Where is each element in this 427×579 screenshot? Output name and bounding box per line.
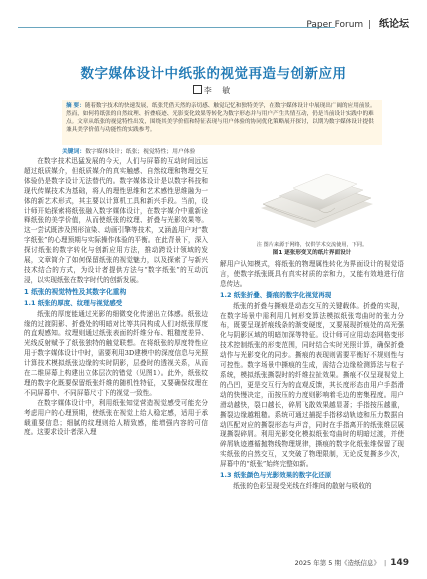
section-heading-1: 1 纸张的视觉特性及其数字化重构 [24,287,127,296]
footer-issue: 2025 年第 5 期《造纸信息》 [294,559,380,567]
figure-image [223,158,401,240]
figure-caption: 图1 逐张形变叉的纸片界面设计 [272,250,352,256]
header-label [306,17,409,33]
keywords-text: 数字媒体设计；纸张；视觉特性；用户体验 [85,149,196,155]
footer-separator: | [384,559,387,567]
header-journal-label: Paper Forum [306,20,364,30]
page-header [0,7,427,31]
keywords [62,148,382,156]
abstract-text: 随着数字技术的快速发展，纸张凭借天然的亲切感、触觉记忆和独特美学，在数字媒体设计中展现出广阔的应用前景。然而，如何将纸张的自然纹理、折叠痕迹、光影变化效果等转化为数字形态并与用户产生共情互动，仍是当前设计实践中的难点。文章从纸张的视觉特性出发，围绕其美学价值和特征表现与用户体验的协同优化策略展开探讨，以期为数字媒体设计提供兼具美学价值与功能性的实践参考。 [66,103,376,133]
body-paragraph: 纸张的折叠与撕痕是动态交互的关键载体。折叠的实现，在数字场景中需利用几何形变算法模拟纸张弯曲时的张力分布，既要呈现折痕线条的渐变硬度，又要展现折痕处的高光强化与阴影区域的明暗加深等特征。设计师可应用动态网格变形技术控制纸张的形变范围，同时结合实时光照计算，确保折叠动作与光影变化的同步。撕痕的表现则需要平衡好不规则性与可控性。数字场景中撕痕的生成，需结合边缘检测算法与粒子系统，模拟纸张撕裂时的纤维拉扯效果。撕痕不仅呈现视觉上的凸凹，更是交互行为的直观反馈，其长度形态由用户手指滑动的快慢决定，而按压的力度则影响着毛边的密集程度。用户滑动越快，裂口越长，碎屑飞散效果越显著；手指按压越重，撕裂边缘越粗糙。系统可通过捕捉手指移动轨迹和压力数据自动匹配对应的撕裂形态与声音，同时在手指离开的纸张维层展现撕裂碎屑。利用光影变化模拟纸张弯曲时的明暗过渡，并使碎屑轨迹遵循抛物线物理规律，撕痕的数字化纸张维保留了现实纸张的自然交互，又突破了物理限制，无论反复撕多少次，屏幕中的“纸张”始终完整如新。 [220,301,404,469]
left-column [24,157,208,438]
figure-note: 注 图片来源于网络，仅供学术交流使用，下同。 [256,242,368,248]
subsection-heading-1-3: 1.3 纸张颜色与光影效果的数字化还原 [220,471,332,480]
right-column [220,260,404,492]
header-rule [18,27,335,28]
figure-1 [223,158,401,254]
header-section: 纸论坛 [379,19,409,30]
page-number: 149 [390,558,409,568]
page-footer [295,557,409,569]
intro-paragraph: 在数字技术迅猛发展的今天，人们与屏幕的互动时间远远超过纸质媒介，但纸质媒介的真实触感、自然纹理和物理交互体验仍是数字设计无法替代的。数字媒体设计是以数字科技和现代传媒技术为基础，将人的理性思维和艺术感性思维融为一体的新艺术形式，其主要以计算机工具和新兴手段。当前，设计师开始探索将纸张融入数字媒体设计，在数字媒介中重新诠释纸张的美学价值，从而使纸张的纹理、折叠与光影效果等。这一尝试既涉及图形渲染、动画引擎等技术，又涵盖用户对“数字纸张”的心理预期与实际操作体验的平衡。在此背景下，深入探讨纸张的数字转化与创新应用方法，推动跨设计领域的发展，文章简介了如何保留纸张的视觉魅力，以及探索了与新兴技术结合的方式，为设计者提供方法与“数字纸张”的互动沉浸，以实现纸张在数字时代的创新发展。 [24,157,208,284]
article-title: 数字媒体设计中纸张的视觉再造与创新应用 [80,66,347,82]
abstract-box [62,100,382,145]
body-paragraph: 纸张的色彩呈现受光线在纤维间的散射与吸收的 [233,481,372,490]
author-name: 李 敏 [203,86,235,95]
article-author [0,85,427,96]
body-paragraph: 解用户认知模式，将纸张的物理属性转化为界面设计的视觉语言，使数字纸张既具有真实材质的亲和力，又能有效地进行信息传达。 [220,260,404,288]
subsection-heading-1-2: 1.2 纸张折叠、撕痕的数字化视觉再现 [220,290,332,299]
subsection-heading-1-1: 1.1 纸张的厚度、纹理与视觉感受 [24,298,123,307]
body-paragraph: 在数字媒体设计中，利用纸张知觉营造视觉感受可能充分考虑用户的心理预期，使纸张在视觉上给人稳定感，适用于承载重要信息；细腻的纹理则给人精致感，能增强内容的可信度。这要求设计者深入理 [24,398,208,437]
header-separator: | [368,20,372,30]
abstract-label: 摘 要： [66,103,85,109]
keywords-label: 关键词： [62,149,86,155]
body-paragraph: 纸张的厚度能通过光影的细微变化传递出立体感。纸张边缘的过渡阴影、折叠处的明暗对比等共同构成人们对纸张厚度的直观感知。纹理则通过纸张表面的纤维分布、粗糙度差异、光线反射赋予了纸张独特的触觉联想。在将纸张的厚度特性应用于数字媒体设计中时，需要利用3D建模中的深度信息与光照计算技术模拟纸张边缘的实时阴影，层叠时的透视关系，从而在二维屏幕上构建出立体层次的错觉（见图1）。此外，纸张纹理的数字化既要保留纸张纤维的随机性特征，又要确保纹理在不同屏幕中、不同屏幕尺寸下的视觉一致性。 [24,309,208,397]
author-box-icon [193,85,202,94]
